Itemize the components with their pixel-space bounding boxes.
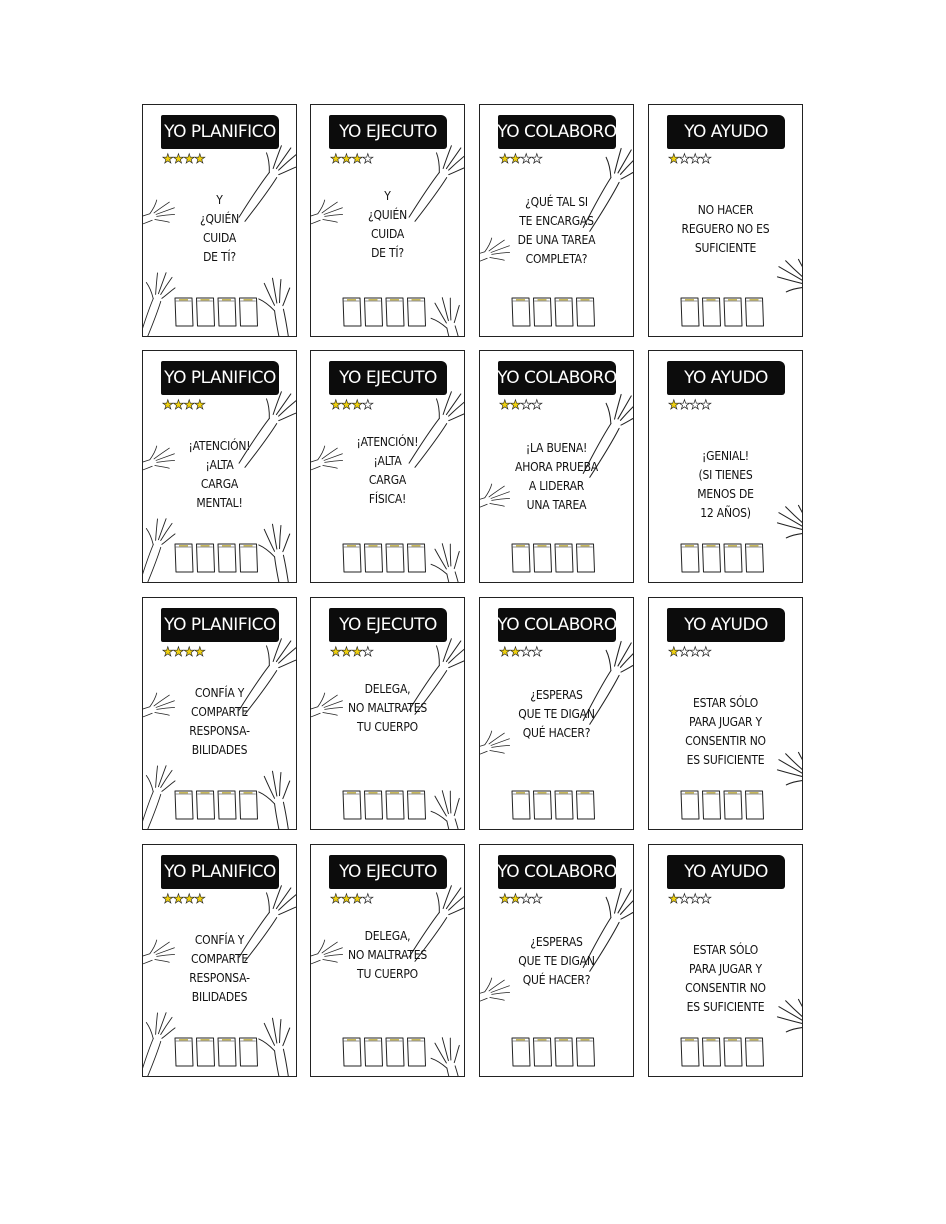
star-filled-icon: ★ (193, 645, 205, 660)
game-card[interactable] (479, 350, 634, 583)
game-card[interactable] (648, 844, 803, 1077)
star-rating (330, 399, 373, 412)
game-card[interactable] (479, 844, 634, 1077)
star-filled-icon: ★ (509, 892, 521, 907)
star-filled-icon: ★ (193, 152, 205, 167)
hand-icon (427, 294, 465, 337)
card-message: DELEGA, NO MALTRATES TU CUERPO (348, 929, 427, 981)
card-message: ¿QUÉ TAL SI TE ENCARGAS DE UNA TAREA COMPLETA? (517, 195, 596, 266)
game-card[interactable] (142, 104, 297, 337)
card-title: YO EJECUTO (329, 115, 447, 149)
card-message: NO HACER REGUERO NO ES SUFICIENTE (681, 203, 770, 255)
star-rating (162, 893, 205, 906)
card-message: Y ¿QUIÉN CUIDA DE TÍ? (367, 189, 407, 260)
game-card[interactable] (310, 844, 465, 1077)
deck-icon (173, 789, 261, 821)
star-empty-icon: ★ (689, 645, 700, 660)
game-card[interactable] (648, 350, 803, 583)
star-empty-icon: ★ (699, 645, 711, 660)
star-filled-icon: ★ (351, 892, 362, 907)
star-filled-icon: ★ (499, 398, 510, 413)
card-message: CONFÍA Y COMPARTE RESPONSA- BILIDADES (189, 933, 250, 1004)
star-empty-icon: ★ (530, 892, 542, 907)
card-title: YO COLABORO (498, 115, 616, 149)
star-filled-icon: ★ (351, 398, 362, 413)
star-empty-icon: ★ (530, 645, 542, 660)
card-message: ESTAR SÓLO PARA JUGAR Y CONSENTIR NO ES SUFICIENTE (685, 696, 766, 767)
star-empty-icon: ★ (678, 645, 690, 660)
deck-icon (173, 1036, 261, 1068)
game-card[interactable] (648, 104, 803, 337)
star-rating (499, 399, 542, 412)
card-message: ¡ATENCIÓN! ¡ALTA CARGA MENTAL! (188, 439, 251, 510)
star-rating (499, 646, 542, 659)
star-empty-icon: ★ (699, 152, 711, 167)
deck-icon (341, 542, 429, 574)
star-filled-icon: ★ (509, 152, 521, 167)
star-filled-icon: ★ (183, 398, 194, 413)
card-title: YO AYUDO (667, 361, 785, 395)
star-filled-icon: ★ (330, 892, 341, 907)
star-filled-icon: ★ (172, 645, 184, 660)
deck-icon (510, 296, 598, 328)
card-title: YO AYUDO (667, 608, 785, 642)
deck-icon (173, 542, 261, 574)
star-empty-icon: ★ (520, 645, 531, 660)
star-rating (330, 893, 373, 906)
deck-icon (679, 1036, 767, 1068)
star-empty-icon: ★ (699, 892, 711, 907)
deck-icon (341, 789, 429, 821)
hand-icon (256, 769, 297, 830)
deck-icon (510, 789, 598, 821)
star-filled-icon: ★ (668, 398, 679, 413)
card-title: YO AYUDO (667, 115, 785, 149)
star-rating (330, 646, 373, 659)
star-filled-icon: ★ (668, 892, 679, 907)
card-title: YO EJECUTO (329, 855, 447, 889)
card-message: Y ¿QUIÉN CUIDA DE TÍ? (199, 193, 239, 264)
star-filled-icon: ★ (183, 892, 194, 907)
deck-icon (679, 542, 767, 574)
card-title: YO AYUDO (667, 855, 785, 889)
star-filled-icon: ★ (172, 152, 184, 167)
hand-icon (427, 787, 465, 830)
hand-icon (427, 540, 465, 583)
star-rating (162, 153, 205, 166)
star-rating (668, 153, 711, 166)
card-message: ¿ESPERAS QUE TE DIGAN QUÉ HACER? (518, 688, 595, 740)
star-filled-icon: ★ (162, 645, 173, 660)
card-message: ¡GENIAL! (SI TIENES MENOS DE 12 AÑOS) (697, 449, 754, 520)
hand-icon (770, 253, 803, 328)
card-message: CONFÍA Y COMPARTE RESPONSA- BILIDADES (189, 686, 250, 757)
star-filled-icon: ★ (351, 645, 362, 660)
game-card[interactable] (648, 597, 803, 830)
star-empty-icon: ★ (361, 645, 373, 660)
star-filled-icon: ★ (162, 892, 173, 907)
deck-icon (679, 789, 767, 821)
card-title: YO COLABORO (498, 855, 616, 889)
star-filled-icon: ★ (340, 892, 352, 907)
star-filled-icon: ★ (162, 152, 173, 167)
star-rating (499, 893, 542, 906)
star-rating (668, 399, 711, 412)
star-empty-icon: ★ (678, 398, 690, 413)
star-filled-icon: ★ (509, 398, 521, 413)
deck-icon (679, 296, 767, 328)
deck-icon (173, 296, 261, 328)
star-filled-icon: ★ (162, 398, 173, 413)
star-filled-icon: ★ (340, 645, 352, 660)
card-title: YO EJECUTO (329, 361, 447, 395)
star-filled-icon: ★ (340, 398, 352, 413)
star-filled-icon: ★ (499, 892, 510, 907)
game-card[interactable] (479, 104, 634, 337)
game-card[interactable] (310, 597, 465, 830)
star-filled-icon: ★ (172, 892, 184, 907)
hand-icon (256, 276, 297, 337)
card-message: ¿ESPERAS QUE TE DIGAN QUÉ HACER? (518, 935, 595, 987)
card-title: YO COLABORO (498, 608, 616, 642)
card-title: YO PLANIFICO (161, 608, 279, 642)
card-title: YO PLANIFICO (161, 855, 279, 889)
hand-icon (256, 522, 297, 583)
card-title: YO COLABORO (498, 361, 616, 395)
star-empty-icon: ★ (361, 398, 373, 413)
star-empty-icon: ★ (361, 152, 373, 167)
star-filled-icon: ★ (330, 645, 341, 660)
game-card[interactable] (142, 350, 297, 583)
star-filled-icon: ★ (668, 645, 679, 660)
star-filled-icon: ★ (172, 398, 184, 413)
game-card[interactable] (142, 597, 297, 830)
game-card[interactable] (310, 104, 465, 337)
hand-icon (427, 1034, 465, 1077)
star-rating (668, 893, 711, 906)
star-filled-icon: ★ (193, 892, 205, 907)
hand-icon (256, 1016, 297, 1077)
card-title: YO PLANIFICO (161, 361, 279, 395)
star-empty-icon: ★ (520, 892, 531, 907)
star-rating (162, 646, 205, 659)
star-filled-icon: ★ (509, 645, 521, 660)
card-message: ESTAR SÓLO PARA JUGAR Y CONSENTIR NO ES SUFICIENTE (685, 943, 766, 1014)
star-filled-icon: ★ (193, 398, 205, 413)
star-filled-icon: ★ (330, 152, 341, 167)
card-message: ¡LA BUENA! AHORA PRUEBA A LIDERAR UNA TAREA (515, 441, 598, 512)
game-card[interactable] (479, 597, 634, 830)
card-message: ¡ATENCIÓN! ¡ALTA CARGA FÍSICA! (356, 435, 419, 506)
star-empty-icon: ★ (530, 152, 542, 167)
deck-icon (341, 296, 429, 328)
star-empty-icon: ★ (520, 398, 531, 413)
star-filled-icon: ★ (499, 152, 510, 167)
star-rating (330, 153, 373, 166)
star-empty-icon: ★ (689, 892, 700, 907)
star-filled-icon: ★ (183, 645, 194, 660)
star-empty-icon: ★ (520, 152, 531, 167)
star-rating (162, 399, 205, 412)
card-title: YO PLANIFICO (161, 115, 279, 149)
star-filled-icon: ★ (351, 152, 362, 167)
star-rating (499, 153, 542, 166)
deck-icon (510, 542, 598, 574)
star-empty-icon: ★ (689, 398, 700, 413)
deck-icon (510, 1036, 598, 1068)
game-card[interactable] (310, 350, 465, 583)
star-filled-icon: ★ (668, 152, 679, 167)
star-filled-icon: ★ (183, 152, 194, 167)
star-empty-icon: ★ (699, 398, 711, 413)
star-filled-icon: ★ (499, 645, 510, 660)
star-empty-icon: ★ (678, 892, 690, 907)
card-message: DELEGA, NO MALTRATES TU CUERPO (348, 682, 427, 734)
star-empty-icon: ★ (678, 152, 690, 167)
star-empty-icon: ★ (361, 892, 373, 907)
deck-icon (341, 1036, 429, 1068)
game-card[interactable] (142, 844, 297, 1077)
star-rating (668, 646, 711, 659)
star-empty-icon: ★ (530, 398, 542, 413)
star-filled-icon: ★ (340, 152, 352, 167)
star-filled-icon: ★ (330, 398, 341, 413)
card-title: YO EJECUTO (329, 608, 447, 642)
star-empty-icon: ★ (689, 152, 700, 167)
